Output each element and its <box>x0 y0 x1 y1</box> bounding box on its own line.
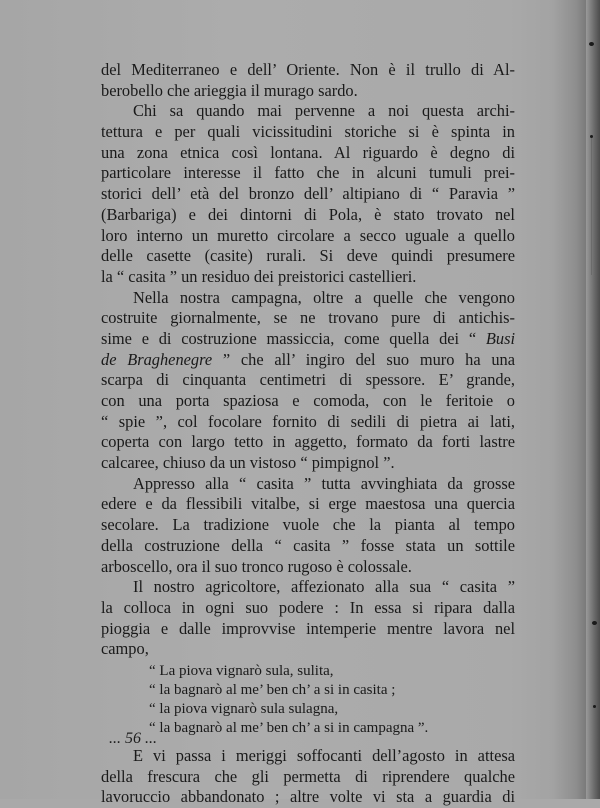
text-line: costruite giornalmente, se ne trovano pure di antichis- <box>101 308 515 328</box>
verse-line: “ La piova vignarò sula, sulita, <box>149 662 334 679</box>
text-line: la colloca in ogni suo podere : In essa si ripara dalla <box>101 597 515 617</box>
text-line: arboscello, ora il suo tronco rugoso è colossale. <box>101 556 412 576</box>
text-line: della frescura che gli permetta di riprendere qualche <box>101 766 515 786</box>
verse-line: “ la piova vignarò sula sulagna, <box>149 700 339 717</box>
text-line: delle casette (casite) rurali. Si deve quindi presumere <box>101 246 515 266</box>
paragraph <box>101 60 515 101</box>
scan-speck <box>589 42 594 46</box>
text-line: (Barbariga) e dei dintorni di Pola, è stato trovato nel <box>101 204 515 224</box>
spine-crease <box>591 135 592 275</box>
text-line: pioggia e dalle improvvise intemperie mentre lavora nel <box>101 618 515 638</box>
scan-speck <box>593 705 596 708</box>
text-line: “ spie ”, col focolare fornito di sedili di pietra ai lati, <box>101 411 515 431</box>
text-line: con una porta spaziosa e comoda, con le feritoie o <box>101 391 515 410</box>
text-line: particolare interesse il fatto che in alcuni tumuli prei- <box>101 163 515 183</box>
text-line: la “ casita ” un residuo dei preistorici castellieri. <box>101 266 417 286</box>
text-line: del Mediterraneo e dell’ Oriente. Non è il trullo di Al- <box>101 60 515 79</box>
text-line: lavoruccio abbandonato ; altre volte vi sta a guardia di <box>101 787 515 807</box>
text-line: una zona etnica così lontana. Al riguardo è degno di <box>101 142 515 162</box>
paragraph <box>101 101 515 287</box>
page-number: ... 56 ... <box>109 730 157 747</box>
text-line: Nella nostra campagna, oltre a quelle che vengono <box>133 287 515 307</box>
text-line: loro interno un muretto circolare a secco uguale a quello <box>101 225 515 245</box>
verse-quotation <box>101 662 515 738</box>
body-text <box>101 60 515 808</box>
verse-line: “ la bagnarò al me’ ben ch’ a si in campagna ”. <box>149 719 429 736</box>
spine-shadow <box>586 0 600 799</box>
scan-speck <box>590 135 593 138</box>
text-line: secolare. La tradizione vuole che la pianta al tempo <box>101 515 515 535</box>
text-line: de Braghenegre ” che all’ ingiro del suo muro ha una <box>101 349 516 369</box>
text-line: storici dell’ età del bronzo dell’ altipiano di “ Paravia ” <box>101 184 515 204</box>
paragraph <box>101 474 515 577</box>
scan-speck <box>592 621 597 625</box>
italic-place-name: de Braghenegre <box>101 349 213 369</box>
text-line: Il nostro agricoltore, affezionato alla sua “ casita ” <box>133 577 515 597</box>
text-line: calcaree, chiuso da un vistoso “ pimpignol ”. <box>101 453 395 473</box>
text-line: Chi sa quando mai pervenne a noi questa archi- <box>133 101 515 121</box>
text-line: sime e di costruzione massiccia, come quella dei “ Busi <box>101 328 515 348</box>
text-line: tettura e per quali vicissitudini storiche si è spinta in <box>101 122 515 142</box>
text-line: edere e da flessibili vitalbe, si erge maestosa una quercia <box>101 494 515 514</box>
text-line: berobello che arieggia il murago sardo. <box>101 80 358 100</box>
text-line: campo, <box>101 639 149 659</box>
paragraph <box>101 288 515 474</box>
text-line: coperta con largo tetto in aggetto, formato da forti lastre <box>101 432 515 452</box>
verse-line: “ la bagnarò al me’ ben ch’ a si in casita ; <box>149 681 396 698</box>
text-line: E vi passa i meriggi soffocanti dell’agosto in attesa <box>133 745 515 765</box>
text-line: scarpa di cinquanta centimetri di spessore. E’ grande, <box>101 370 515 390</box>
text-line: della costruzione della “ casita ” fosse stata un sottile <box>101 535 515 555</box>
italic-place-name: Busi <box>485 328 515 348</box>
paragraph <box>101 577 515 660</box>
text-line: Appresso alla “ casita ” tutta avvinghiata da grosse <box>133 473 515 493</box>
